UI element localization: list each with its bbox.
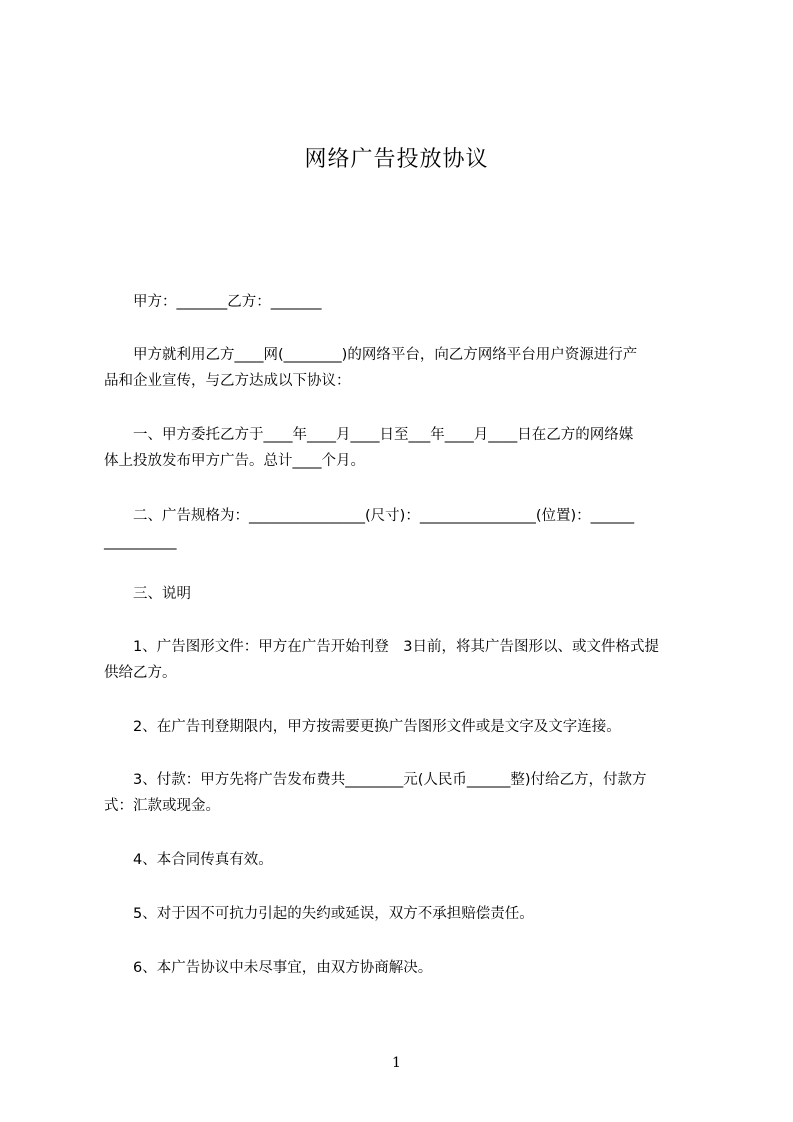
intro-line-2: 品和企业宣传，与乙方达成以下协议： [104,373,351,389]
clause-1-paragraph [104,422,708,474]
item-1-line-1: 1、广告图形文件：甲方在广告开始刊登 3日前，将其广告图形以、或文件格式提 [104,639,659,655]
parties-line [104,289,708,315]
item-3-line-1: 3、付款：甲方先将广告发布费共________元(人民币______整)付给乙方，付款方 [104,772,647,788]
clause-3-heading [104,581,708,607]
clause-1-line-1: 一、甲方委托乙方于____年____月____日至___年____月____日在乙方的网络媒 [104,427,634,443]
item-6-paragraph [104,955,708,981]
item-3-paragraph [104,767,708,819]
item-6-text: 6、本广告协议中未尽事宜，由双方协商解决。 [104,960,433,976]
parties-text: 甲方：_______乙方：_______ [104,294,322,310]
clause-2-paragraph [104,503,708,555]
intro-paragraph [104,342,708,394]
document-title: 网络广告投放协议 [304,147,489,172]
clause-2-line-1: 二、广告规格为：________________(尺寸)：________________(位置)：______ [104,508,635,524]
item-2-text: 2、在广告刊登期限内，甲方按需要更换广告图形文件或是文字及文字连接。 [104,719,621,735]
item-1-line-2: 供给乙方。 [104,665,177,681]
clause-1-line-2: 体上投放发布甲方广告。总计____个月。 [104,453,365,469]
page-number: 1 [392,1055,401,1071]
intro-line-1: 甲方就利用乙方____网(________)的网络平台，向乙方网络平台用户资源进行产 [104,347,638,363]
item-2-paragraph [104,714,708,740]
item-4-text: 4、本合同传真有效。 [104,852,273,868]
item-3-line-2: 式：汇款或现金。 [104,798,220,814]
clause-2-line-2: __________ [104,534,177,550]
item-5-text: 5、对于因不可抗力引起的失约或延误，双方不承担赔偿责任。 [104,906,534,922]
item-5-paragraph [104,901,708,927]
item-4-paragraph [104,847,708,873]
item-1-paragraph [104,634,708,686]
clause-3-heading-text: 三、说明 [104,586,191,602]
